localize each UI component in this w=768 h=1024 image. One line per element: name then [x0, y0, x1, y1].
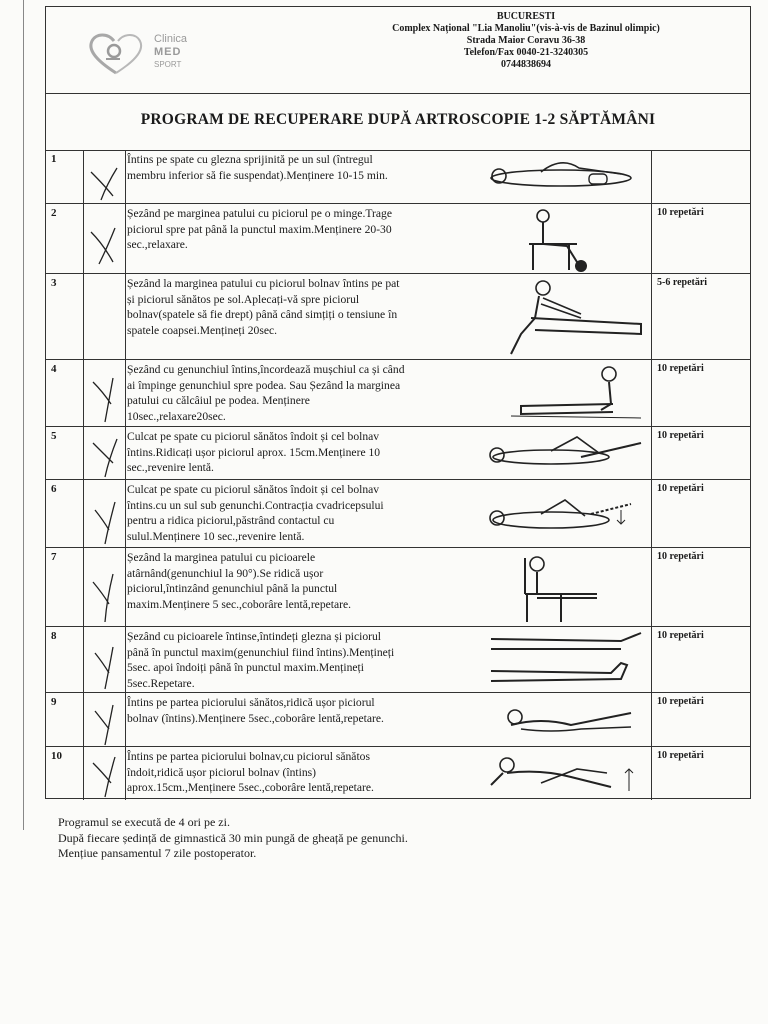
row-number-cell [46, 693, 84, 746]
handwritten-check-icon [83, 360, 125, 427]
address-city: BUCURESTI [496, 11, 556, 22]
row-number: 10 [51, 750, 62, 762]
check-mark-cell [83, 427, 126, 479]
handwritten-check-icon [83, 693, 125, 747]
check-mark-cell [83, 693, 126, 746]
handwritten-check-icon [83, 627, 125, 693]
check-mark-cell [83, 204, 126, 273]
letterhead [46, 7, 750, 94]
repetitions-cell: 10 repetări [657, 696, 704, 707]
repetitions-cell: 10 repetări [657, 430, 704, 441]
scan-margin-line [23, 0, 24, 830]
row-number-cell [46, 360, 84, 426]
heart-logo-icon [84, 29, 148, 79]
exercise-row-6 [46, 480, 750, 548]
check-mark-cell [83, 480, 126, 547]
row-number-cell [46, 427, 84, 479]
ankle-pump-icon [481, 627, 652, 692]
handwritten-check-icon [83, 480, 125, 548]
exercise-description: Culcat pe spate cu piciorul sănătos îndoit și cel bolnav întins.Ridicați ușor piciorul aprox. 15cm.Menținere 10 sec.,revenire lentă. [127, 430, 381, 474]
row-number: 2 [51, 207, 57, 219]
row-number: 4 [51, 363, 57, 375]
handwritten-check-icon [83, 747, 125, 800]
hamstring-stretch-icon [481, 274, 652, 359]
repetitions-cell: 5-6 repetări [657, 277, 708, 288]
row-number-cell [46, 747, 84, 800]
row-number: 7 [51, 551, 57, 563]
row-number: 8 [51, 630, 57, 642]
check-mark-cell [83, 627, 126, 692]
row-number: 9 [51, 696, 57, 708]
address-mobile: 0744838694 [501, 59, 551, 70]
repetitions-cell: 10 repetări [657, 551, 704, 562]
exercise-row-10 [46, 747, 750, 800]
row-number: 3 [51, 277, 57, 289]
program-notes [58, 815, 408, 862]
check-mark-cell [83, 747, 126, 800]
title-band [46, 93, 750, 151]
seated-ball-icon [481, 204, 652, 273]
quad-set-icon [481, 360, 652, 426]
row-number-cell [46, 204, 84, 273]
exercise-row-5 [46, 427, 750, 480]
repetitions-cell: 10 repetări [657, 750, 704, 761]
check-mark-cell [83, 360, 126, 426]
address-phone: Telefon/Fax 0040-21-3240305 [463, 47, 589, 58]
exercise-row-7 [46, 548, 750, 627]
exercise-description: Șezând la marginea patului cu piciorul bolnav întins pe pat și piciorul sănătos pe sol.Aplecați-vă spre piciorul bolnav(spatele să fie drept) până când simțiți o tensiune în spatele coapsei.Mențineți 20sec. [127, 277, 400, 337]
exercise-row-4 [46, 360, 750, 427]
row-number-cell [46, 150, 84, 203]
note-frequency: Programul se execută de 4 ori pe zi. [58, 815, 230, 829]
row-number-cell [46, 274, 84, 359]
row-number: 6 [51, 483, 57, 495]
handwritten-check-icon [83, 150, 125, 204]
row-number-cell [46, 548, 84, 626]
exercise-row-2 [46, 204, 750, 274]
row-number: 5 [51, 430, 57, 442]
supine-heel-roll-icon [481, 150, 652, 203]
seated-knee-extension-icon [481, 548, 652, 626]
handwritten-check-icon [83, 427, 125, 480]
exercise-description: Culcat pe spate cu piciorul sănătos îndoit și cel bolnav întins.cu un sul sub genunchi.Contracția cvadricepsului pentru a ridica piciorul,păstrând contactul cu sulul.Menținere 10 sec.,revenire lentă. [127, 483, 384, 543]
exercise-description: Șezând cu genunchiul întins,încordează mușchiul ca și când ai împinge genunchiul spre podea. Sau Șezând la marginea patului cu călcâiul pe podea. Menținere 10sec.,relaxare20sec. [127, 363, 405, 423]
short-arc-quad-icon [481, 480, 652, 547]
repetitions-cell: 10 repetări [657, 207, 704, 218]
exercise-description: Întins pe partea piciorului bolnav,cu piciorul sănătos îndoit,ridică ușor piciorul bolnav (întins) aprox.15cm.,Menținere 5sec.,coborâre lentă,repetare. [127, 750, 374, 794]
repetitions-cell [651, 150, 750, 203]
exercise-description: Șezând cu picioarele întinse,întindeți glezna și piciorul până în punctul maxim(genunchiul fiind întins).Mențineți 5sec. apoi îndoiți până în punctul maxim.Mențineți 5sec.Repetare. [127, 630, 395, 690]
repetitions-cell: 10 repetări [657, 363, 704, 374]
check-mark-cell [83, 150, 126, 203]
exercise-description: Șezând pe marginea patului cu piciorul pe o minge.Trage piciorul spre pat până la punctul maxim.Menținere 20-30 sec.,relaxare. [127, 207, 392, 251]
side-lying-adduction-icon [481, 747, 652, 800]
logo-line-2: MED [154, 46, 182, 58]
clinic-logo [84, 29, 254, 79]
check-mark-cell [83, 548, 126, 626]
address-complex: Complex Național "Lia Manoliu"(vis-à-vis de Bazinul olimpic) [392, 23, 660, 34]
exercise-sheet [45, 6, 751, 799]
exercise-description: Întins pe spate cu glezna sprijinită pe un sul (întregul membru inferior să fie suspendat).Menținere 10-15 min. [127, 153, 388, 182]
page-title: PROGRAM DE RECUPERARE DUPĂ ARTROSCOPIE 1-2 SĂPTĂMÂNI [140, 111, 656, 128]
address-street: Strada Maior Coravu 36-38 [466, 35, 586, 46]
exercise-row-9 [46, 693, 750, 747]
row-number: 1 [51, 153, 57, 165]
clinic-address [346, 11, 706, 71]
logo-line-3: SPORT [154, 60, 182, 69]
handwritten-check-icon [83, 548, 125, 627]
exercise-row-8 [46, 627, 750, 693]
logo-line-1: Clinica [154, 33, 188, 45]
repetitions-cell: 10 repetări [657, 483, 704, 494]
exercise-row-3 [46, 274, 750, 360]
straight-leg-raise-icon [481, 427, 652, 479]
repetitions-cell: 10 repetări [657, 630, 704, 641]
exercise-row-1 [46, 150, 750, 204]
check-mark-cell [83, 274, 126, 359]
exercise-description: Întins pe partea piciorului sănătos,ridică ușor piciorul bolnav (întins).Menținere 5sec.,coborâre lentă,repetare. [127, 696, 384, 725]
side-lying-raise-icon [481, 693, 652, 746]
note-ice: După fiecare ședință de gimnastică 30 min pungă de gheață pe genunchi. [58, 830, 408, 845]
row-number-cell [46, 627, 84, 692]
note-dressing: Mențiue pansamentul 7 zile postoperator. [58, 846, 257, 860]
handwritten-check-icon [83, 204, 125, 274]
exercise-description: Șezând la marginea patului cu picioarele atârnând(genunchiul la 90°).Se ridică ușor piciorul,întinzând genunchiul până la punctul maxim.Menținere 5 sec.,coborâre lentă,repetare. [127, 551, 352, 611]
row-number-cell [46, 480, 84, 547]
